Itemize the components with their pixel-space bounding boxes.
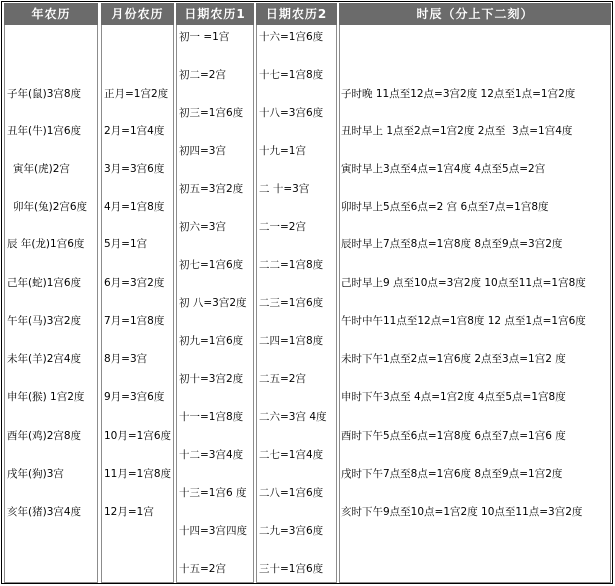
hour-cell: 午时中午11点至12点=1宫8度 12 点至1点=1宫6度 xyxy=(341,315,586,327)
year-cell: 卯年(兔)2宫6度 xyxy=(13,201,88,213)
day2-cell: 二 十=3宫 xyxy=(259,183,310,195)
header-year: 年农历 xyxy=(4,3,98,25)
day2-cell: 二四=1宫8度 xyxy=(259,335,324,347)
day1-cell: 初二=2宫 xyxy=(179,69,226,81)
day1-cell: 初 八=3宫2度 xyxy=(179,297,247,309)
day2-cell: 十六=1宫6度 xyxy=(259,31,324,43)
day2-cell: 十八=3宫6度 xyxy=(259,107,324,119)
year-cell: 申年(猴) 1宫2度 xyxy=(7,391,85,403)
day2-cell: 二九=3宫6度 xyxy=(259,525,324,537)
year-cell: 酉年(鸡)2宫8度 xyxy=(7,430,82,442)
day1-cell: 初十=3宫2度 xyxy=(179,373,244,385)
hour-cell: 酉时下午5点至6点=1宫8度 6点至7点=1宫6 度 xyxy=(341,430,566,442)
month-cell: 正月=1宫2度 xyxy=(104,88,169,100)
year-cell: 未年(羊)2宫4度 xyxy=(7,353,82,365)
hour-cell: 戌时下午7点至8点=1宫6度 8点至9点=1宫2度 xyxy=(341,468,563,480)
day2-cell: 二二=1宫8度 xyxy=(259,259,324,271)
hour-cell: 己时早上9 点至10点=3宫2度 10点至11点=1宫8度 xyxy=(341,277,586,289)
month-cell: 10月=1宫6度 xyxy=(104,430,172,442)
day1-cell: 十五=2宫 xyxy=(179,563,226,575)
year-cell: 午年(马)3宫2度 xyxy=(7,315,82,327)
header-day1: 日期农历1 xyxy=(176,3,254,25)
day1-cell: 十二=3宫4度 xyxy=(179,449,244,461)
month-cell: 8月=3宫 xyxy=(104,353,148,365)
month-cell: 5月=1宫 xyxy=(104,238,148,250)
year-cell: 丑年(牛)1宫6度 xyxy=(7,125,82,137)
month-cell: 11月=1宫8度 xyxy=(104,468,172,480)
day2-cell: 二七=1宫4度 xyxy=(259,449,324,461)
day2-cell: 十九=1宫 xyxy=(259,145,306,157)
hour-cell: 寅时早上3点至4点=1宫4度 4点至5点=2宫 xyxy=(341,163,546,175)
year-cell: 辰 年(龙)1宫6度 xyxy=(7,238,85,250)
day2-cell: 二五=2宫 xyxy=(259,373,306,385)
month-cell: 2月=1宫4度 xyxy=(104,125,165,137)
day1-cell: 初九=1宫6度 xyxy=(179,335,244,347)
day1-cell: 初五=3宫2度 xyxy=(179,183,244,195)
day2-cell: 二八=1宫6度 xyxy=(259,487,324,499)
hour-cell: 辰时早上7点至8点=1宫8度 8点至9点=3宫2度 xyxy=(341,238,563,250)
day1-cell: 初一 =1宫 xyxy=(179,31,230,43)
day1-cell: 初六=3宫 xyxy=(179,221,226,233)
month-cell: 4月=1宫8度 xyxy=(104,201,165,213)
header-hour: 时辰（分上下二刻） xyxy=(339,3,611,25)
day1-cell: 十三=1宫6 度 xyxy=(179,487,247,499)
year-cell: 寅年(虎)2宫 xyxy=(13,163,70,175)
year-cell: 己年(蛇)1宫6度 xyxy=(7,277,82,289)
month-cell: 3月=3宫6度 xyxy=(104,163,165,175)
header-month: 月份农历 xyxy=(101,3,174,25)
month-cell: 9月=3宫6度 xyxy=(104,391,165,403)
day2-cell: 十七=1宫8度 xyxy=(259,69,324,81)
day1-cell: 初七=1宫6度 xyxy=(179,259,244,271)
hour-cell: 申时下午3点至 4点=1宫2度 4点至5点=1宫8度 xyxy=(341,391,566,403)
hour-cell: 未时下午1点至2点=1宫6度 2点至3点=1宫2 度 xyxy=(341,353,566,365)
day1-cell: 十一=1宫8度 xyxy=(179,411,244,423)
month-cell: 7月=1宫8度 xyxy=(104,315,165,327)
year-cell: 亥年(猪)3宫4度 xyxy=(7,506,82,518)
day2-cell: 二一=2宫 xyxy=(259,221,306,233)
hour-cell: 卯时早上5点至6点=2 宫 6点至7点=1宫8度 xyxy=(341,201,549,213)
day1-cell: 十四=3宫四度 xyxy=(179,525,247,537)
day2-cell: 三十=1宫6度 xyxy=(259,563,324,575)
day1-cell: 初四=3宫 xyxy=(179,145,226,157)
month-cell: 12月=1宫 xyxy=(104,506,154,518)
day2-cell: 二六=3宫 4度 xyxy=(259,411,327,423)
year-cell: 子年(鼠)3宫8度 xyxy=(7,88,82,100)
hour-cell: 丑时早上 1点至2点=1宫2度 2点至 3点=1宫4度 xyxy=(341,125,573,137)
year-cell: 戌年(狗)3宫 xyxy=(7,468,64,480)
header-day2: 日期农历2 xyxy=(256,3,337,25)
day1-cell: 初三=1宫6度 xyxy=(179,107,244,119)
day2-cell: 二三=1宫6度 xyxy=(259,297,324,309)
month-cell: 6月=3宫2度 xyxy=(104,277,165,289)
hour-cell: 亥时下午9点至10点=1宫2度 10点至11点=3宫2度 xyxy=(341,506,583,518)
hour-cell: 子时晚 11点至12点=3宫2度 12点至1点=1宫2度 xyxy=(341,88,576,100)
